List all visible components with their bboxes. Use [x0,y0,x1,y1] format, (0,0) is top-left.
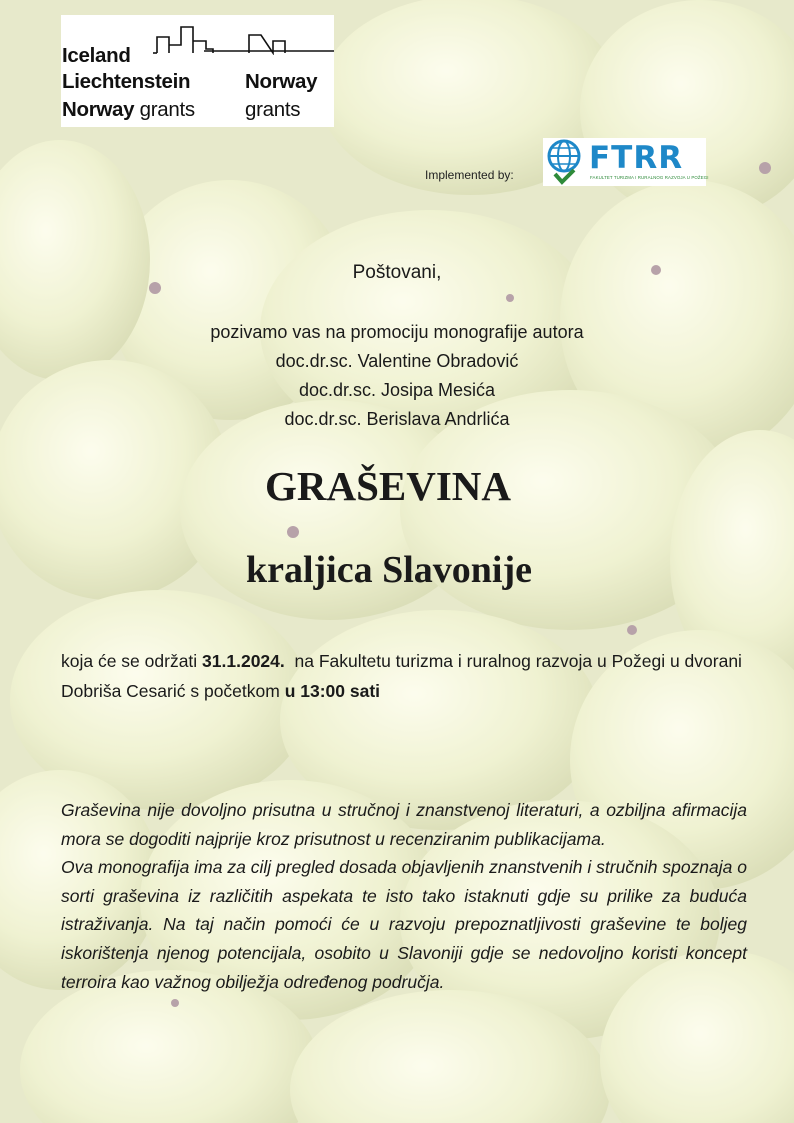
event-text-2: na Fakultetu turizma i ruralnog razvoja u Požegi u dvorani Dobriša Cesarić s početkom [61,651,747,701]
grants-logo-right-grants: grants [245,98,301,121]
greeting: Poštovani, [352,262,442,283]
author-line: doc.dr.sc. Berislava Andrlića [284,409,510,429]
description-paragraph: Graševina nije dovoljno prisutna u stručnoj i znanstvenoj literaturi, a ozbiljna afirmacija mora se dogoditi najprije kroz prisutnost u recenziranim publikacijama. [61,800,747,849]
author-line: doc.dr.sc. Valentine Obradović [275,351,519,371]
grants-logo-line-liechtenstein: Liechtenstein [62,70,191,93]
monograph-subtitle: kraljica Slavonije [245,549,533,591]
event-details [61,646,751,706]
ftrr-logo [543,138,709,186]
monograph-title: GRAŠEVINA [264,463,512,509]
description-paragraph: Ova monografija ima za cilj pregled dosada objavljenih znanstvenih i stručnih spoznaja o sorti graševina iz različitih aspekata te isto tako istaknuti gdje su prilike za buduća istraživanja. Na taj način pomoći će u razvoju prepoznatljivosti graševine te boljeg iskorištenja njenog potencijala, osobito u Slavoniji gdje se nedovoljno koristi koncept terroira kao važnog obilježja određenog područja. [61,857,747,992]
globe-icon [543,138,587,186]
monograph-description [61,796,747,996]
iceland-liechtenstein-norway-grants-logo [61,15,334,127]
event-text-1: koja će se održati [61,651,203,671]
event-date: 31.1.2024. [202,651,285,671]
intro-block [0,318,794,434]
implemented-by-label: Implemented by: [425,168,514,182]
ftrr-logo-subtitle: FAKULTET TURIZMA I RURALNOG RAZVOJA U POŽEGI [590,175,709,180]
grants-logo-grants-regular: grants [139,98,195,121]
ftrr-logo-name: FTRR [589,140,684,176]
grants-logo-right-norway: Norway [245,70,318,93]
intro-line: pozivamo vas na promociju monografije autora [210,322,584,342]
grants-logo-norway-bold: Norway [62,98,135,121]
event-time: u 13:00 sati [284,681,381,701]
grants-logo-line-iceland: Iceland [62,44,131,67]
author-line: doc.dr.sc. Josipa Mesića [298,380,496,400]
grants-logo-line-norway-grants [62,97,195,123]
